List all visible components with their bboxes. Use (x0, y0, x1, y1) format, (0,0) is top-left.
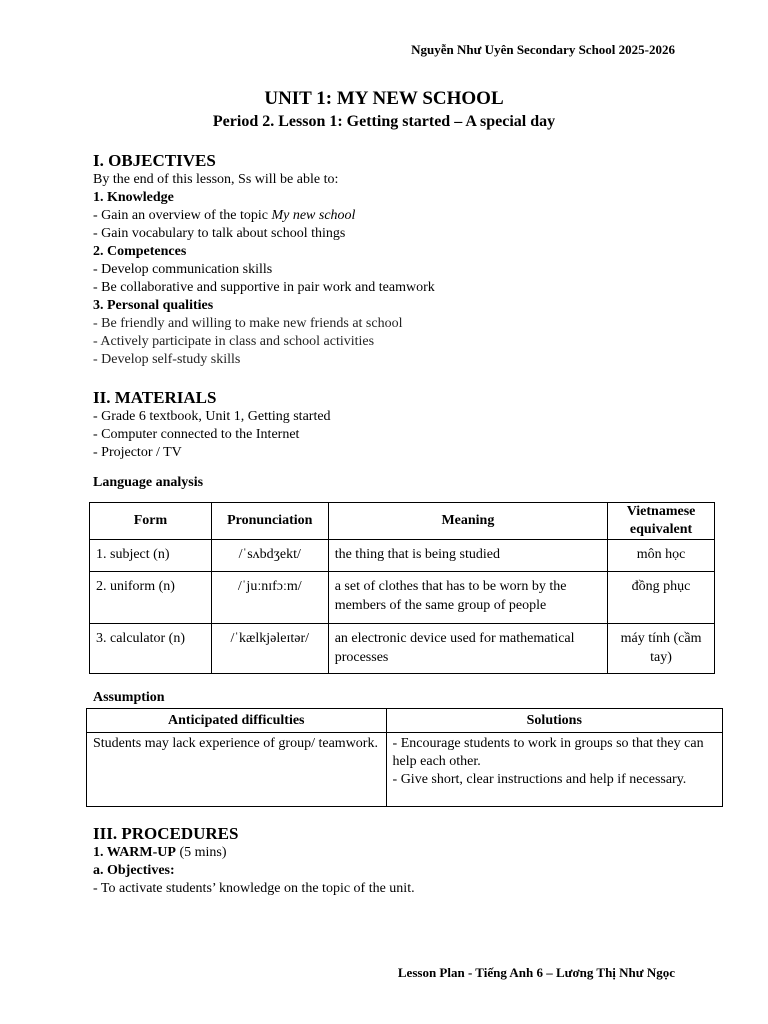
column-header-form: Form (90, 503, 212, 540)
main-content (93, 151, 723, 492)
column-header-difficulties: Anticipated difficulties (87, 709, 387, 733)
column-header-meaning: Meaning (328, 503, 607, 540)
cell-pronunciation: /ˈjuːnɪfɔːm/ (211, 572, 328, 624)
cell-form: 2. uniform (n) (90, 572, 212, 624)
table-row (90, 540, 715, 572)
language-analysis-label: Language analysis (93, 475, 204, 490)
cell-pronunciation: /ˈsʌbdʒekt/ (211, 540, 328, 572)
knowledge-item-1-prefix: - Gain an overview of the topic (93, 208, 272, 223)
warmup-time: (5 mins) (175, 845, 227, 860)
column-header-vietnamese: Vietnamese equivalent (608, 503, 715, 540)
knowledge-item-1 (93, 207, 723, 225)
cell-solutions (386, 733, 722, 807)
materials-heading: II. MATERIALS (93, 388, 217, 407)
warmup-line (93, 844, 415, 862)
procedures-objectives-heading: a. Objectives: (93, 863, 175, 878)
page-title: UNIT 1: MY NEW SCHOOL (264, 88, 504, 109)
table-header-row (90, 503, 715, 540)
table-row (90, 624, 715, 674)
qualities-item-3: - Develop self-study skills (93, 352, 241, 367)
procedures-section (93, 824, 415, 898)
table-row (90, 572, 715, 624)
competences-item-2: - Be collaborative and supportive in pair work and teamwork (93, 280, 435, 295)
lesson-subtitle: Period 2. Lesson 1: Getting started – A special day (212, 113, 556, 130)
procedures-objective-1: - To activate students’ knowledge on the topic of the unit. (93, 881, 415, 896)
cell-meaning: the thing that is being studied (328, 540, 607, 572)
qualities-item-2: - Actively participate in class and school activities (93, 334, 375, 349)
objectives-heading: I. OBJECTIVES (93, 151, 216, 170)
procedures-heading: III. PROCEDURES (93, 824, 239, 843)
cell-pronunciation: /ˈkælkjəleɪtər/ (211, 624, 328, 674)
table-row (87, 733, 723, 807)
cell-difficulty: Students may lack experience of group/ teamwork. (87, 733, 387, 807)
qualities-heading: 3. Personal qualities (93, 298, 214, 313)
footer-text: Lesson Plan - Tiếng Anh 6 – Lương Thị Như Ngọc (397, 965, 675, 980)
header-school: Nguyễn Như Uyên Secondary School 2025-2026 (411, 42, 675, 57)
competences-heading: 2. Competences (93, 244, 187, 259)
warmup-heading: 1. WARM-UP (93, 845, 176, 860)
column-header-pronunciation: Pronunciation (211, 503, 328, 540)
column-header-solutions: Solutions (386, 709, 722, 733)
knowledge-heading: 1. Knowledge (93, 190, 174, 205)
assumption-label: Assumption (93, 690, 165, 705)
materials-item-2: - Computer connected to the Internet (93, 427, 300, 442)
materials-item-3: - Projector / TV (93, 445, 182, 460)
cell-meaning: an electronic device used for mathematical processes (328, 624, 607, 674)
solution-item-2: - Give short, clear instructions and help if necessary. (392, 772, 687, 787)
qualities-item-1: - Be friendly and willing to make new friends at school (93, 316, 403, 331)
table-header-row (87, 709, 723, 733)
solution-item-1: - Encourage students to work in groups so that they can help each other. (392, 736, 704, 769)
materials-item-1: - Grade 6 textbook, Unit 1, Getting started (93, 409, 331, 424)
language-analysis-table (89, 502, 715, 674)
knowledge-item-1-topic: My new school (271, 208, 356, 223)
cell-meaning: a set of clothes that has to be worn by the members of the same group of people (328, 572, 607, 624)
assumption-table (86, 708, 723, 807)
cell-vietnamese: máy tính (cầm tay) (608, 624, 715, 674)
competences-item-1: - Develop communication skills (93, 262, 273, 277)
cell-vietnamese: môn học (608, 540, 715, 572)
objectives-intro: By the end of this lesson, Ss will be able to: (93, 172, 339, 187)
knowledge-item-2: - Gain vocabulary to talk about school things (93, 226, 346, 241)
cell-vietnamese: đồng phục (608, 572, 715, 624)
cell-form: 3. calculator (n) (90, 624, 212, 674)
cell-form: 1. subject (n) (90, 540, 212, 572)
